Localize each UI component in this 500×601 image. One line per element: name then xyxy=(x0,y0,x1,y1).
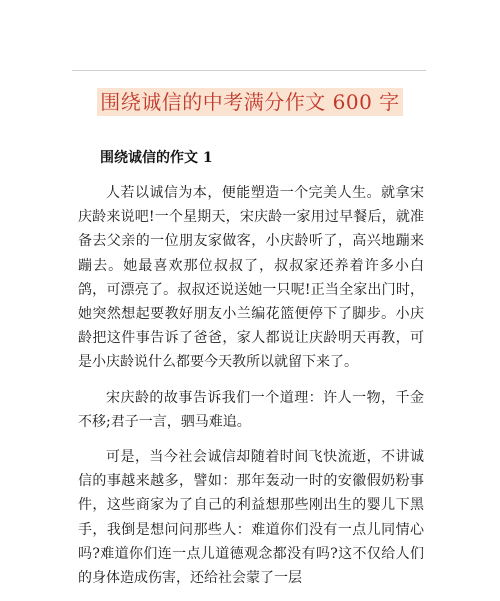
essay-subtitle: 围绕诚信的作文 1 xyxy=(100,150,213,166)
essay-body xyxy=(78,181,424,601)
header-divider xyxy=(72,70,426,71)
paragraph-3: 可是，当今社会诚信却随着时间飞快流逝，不讲诚信的事越来越多，譬如：那年轰动一时的安徽假奶粉事件，这些商家为了自己的利益想那些刚出生的婴儿下黑手，我倒是想问问那些人：难道你们没有一点儿同情心吗?难道你们连一点儿道德观念都没有吗?这不仅给人们的身体造成伤害，还给社会蒙了一层 xyxy=(78,449,424,587)
paragraph-2: 宋庆龄的故事告诉我们一个道理：许人一物，千金不移;君子一言，驷马难追。 xyxy=(78,389,424,430)
document-title: 围绕诚信的中考满分作文 600 字 xyxy=(97,88,402,116)
title-container xyxy=(0,88,500,116)
paragraph-1: 人若以诚信为本，便能塑造一个完美人生。就拿宋庆龄来说吧!一个星期天，宋庆龄一家用过早餐后，就准备去父亲的一位朋友家做客，小庆龄听了，高兴地蹦来蹦去。她最喜欢那位叔叔了，叔叔家还养着许多小白鸽，可漂亮了。叔叔还说送她一只呢!正当全家出门时，她突然想起要教好朋友小兰编花篮便停下了脚步。小庆龄把这件事告诉了爸爸，家人都说让庆龄明天再教，可是小庆龄说什么都要今天教所以就留下来了。 xyxy=(78,185,424,371)
